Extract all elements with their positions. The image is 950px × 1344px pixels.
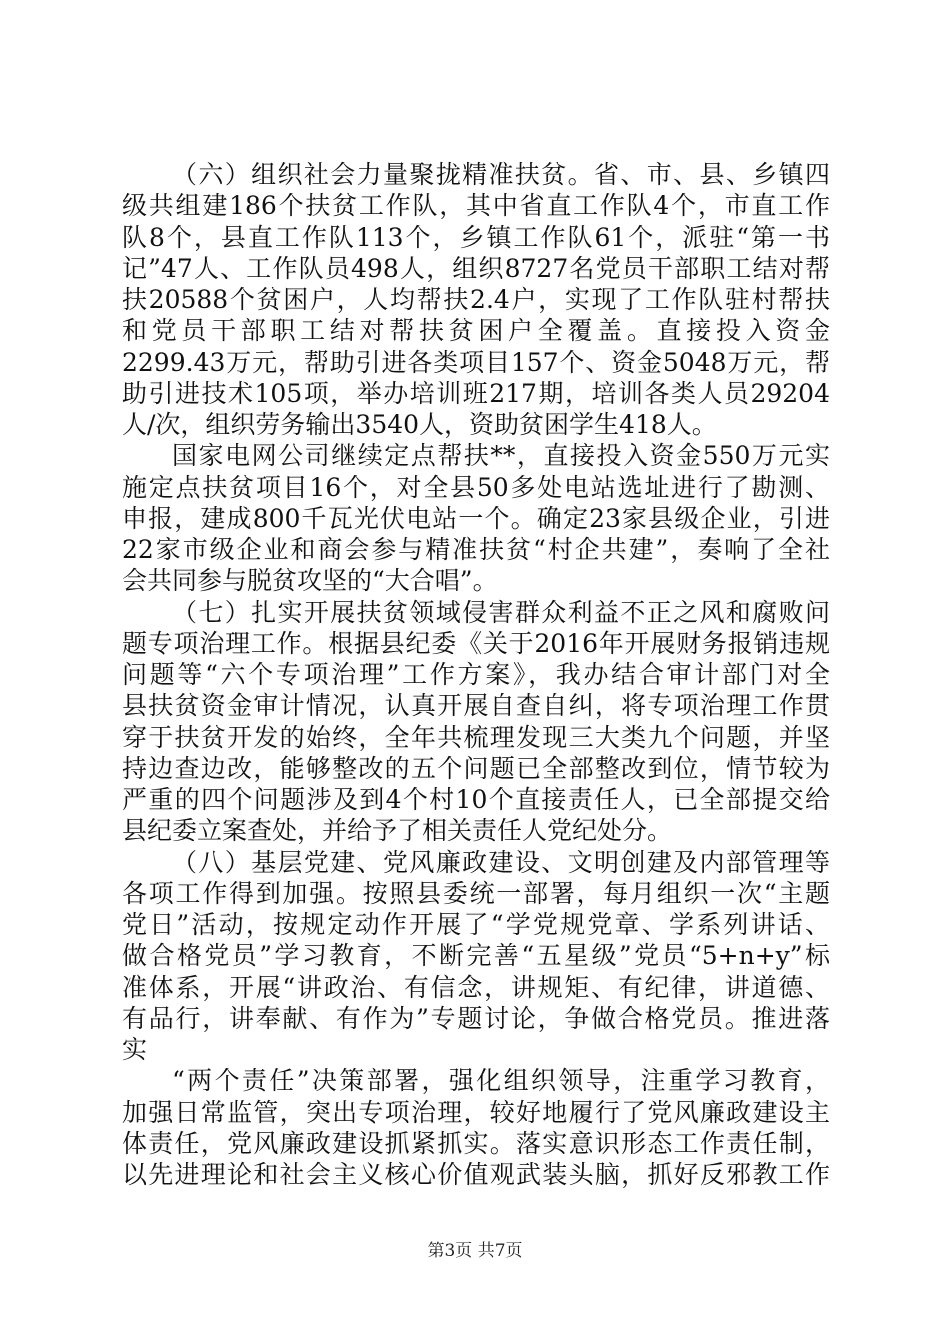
text-line: 申报，建成800千瓦光伏电站一个。确定23家县级企业，引进 xyxy=(122,504,830,533)
text-line: 题专项治理工作。根据县纪委《关于2016年开展财务报销违规 xyxy=(122,629,830,658)
text-line: 国家电网公司继续定点帮扶**，直接投入资金550万元实 xyxy=(172,441,830,470)
text-line: 施定点扶贫项目16个，对全县50多处电站选址进行了勘测、 xyxy=(122,473,830,502)
text-line: 助引进技术105项，举办培训班217期，培训各类人员29204 xyxy=(122,379,830,408)
text-line: 严重的四个问题涉及到4个村10个直接责任人，已全部提交给 xyxy=(122,785,830,814)
text-line: 22家市级企业和商会参与精准扶贫“村企共建”，奏响了全社 xyxy=(122,535,830,564)
text-line: 党日”活动，按规定动作开展了“学党规党章、学系列讲话、 xyxy=(122,910,830,939)
text-line: 2299.43万元，帮助引进各类项目157个、资金5048万元，帮 xyxy=(122,348,830,377)
text-line: 问题等“六个专项治理”工作方案》，我办结合审计部门对全 xyxy=(122,660,830,689)
text-line: 队8个，县直工作队113个，乡镇工作队61个，派驻“第一书 xyxy=(122,223,830,252)
page-footer: 第3页 共7页 xyxy=(427,1241,523,1261)
text-line: 扶20588个贫困户，人均帮扶2.4户，实现了工作队驻村帮扶 xyxy=(122,285,830,314)
text-line: 准体系，开展“讲政治、有信念，讲规矩、有纪律，讲道德、 xyxy=(122,973,830,1002)
text-line: 人/次，组织劳务输出3540人，资助贫困学生418人。 xyxy=(122,410,717,439)
text-line: （八）基层党建、党风廉政建设、文明创建及内部管理等 xyxy=(172,848,830,877)
text-line: （七）扎实开展扶贫领域侵害群众利益不正之风和腐败问 xyxy=(172,598,830,627)
text-line: 县扶贫资金审计情况，认真开展自查自纠，将专项治理工作贯 xyxy=(122,691,830,720)
text-line: 做合格党员”学习教育，不断完善“五星级”党员“5+n+y”标 xyxy=(122,941,830,970)
text-line: 各项工作得到加强。按照县委统一部署，每月组织一次“主题 xyxy=(122,879,830,908)
text-line: 县纪委立案查处，并给予了相关责任人党纪处分。 xyxy=(122,816,673,845)
text-line: 以先进理论和社会主义核心价值观武装头脑，抓好反邪教工作 xyxy=(122,1160,830,1189)
text-line: 会共同参与脱贫攻坚的“大合唱”。 xyxy=(122,566,498,595)
text-line: （六）组织社会力量聚拢精准扶贫。省、市、县、乡镇四 xyxy=(172,160,830,189)
text-line: 和党员干部职工结对帮扶贫困户全覆盖。直接投入资金 xyxy=(122,316,830,345)
text-line: 持边查边改，能够整改的五个问题已全部整改到位，情节较为 xyxy=(122,754,830,783)
text-line: 体责任，党风廉政建设抓紧抓实。落实意识形态工作责任制， xyxy=(122,1129,830,1158)
text-line: “两个责任”决策部署，强化组织领导，注重学习教育， xyxy=(172,1066,830,1095)
text-line: 穿于扶贫开发的始终，全年共梳理发现三大类九个问题，并坚 xyxy=(122,723,830,752)
text-line: 级共组建186个扶贫工作队，其中省直工作队4个，市直工作 xyxy=(122,191,830,220)
text-line: 有品行，讲奉献、有作为”专题讨论，争做合格党员。推进落 xyxy=(122,1004,830,1033)
text-line: 实 xyxy=(122,1035,148,1064)
text-line: 记”47人、工作队员498人，组织8727名党员干部职工结对帮 xyxy=(122,254,830,283)
text-line: 加强日常监管，突出专项治理，较好地履行了党风廉政建设主 xyxy=(122,1098,830,1127)
